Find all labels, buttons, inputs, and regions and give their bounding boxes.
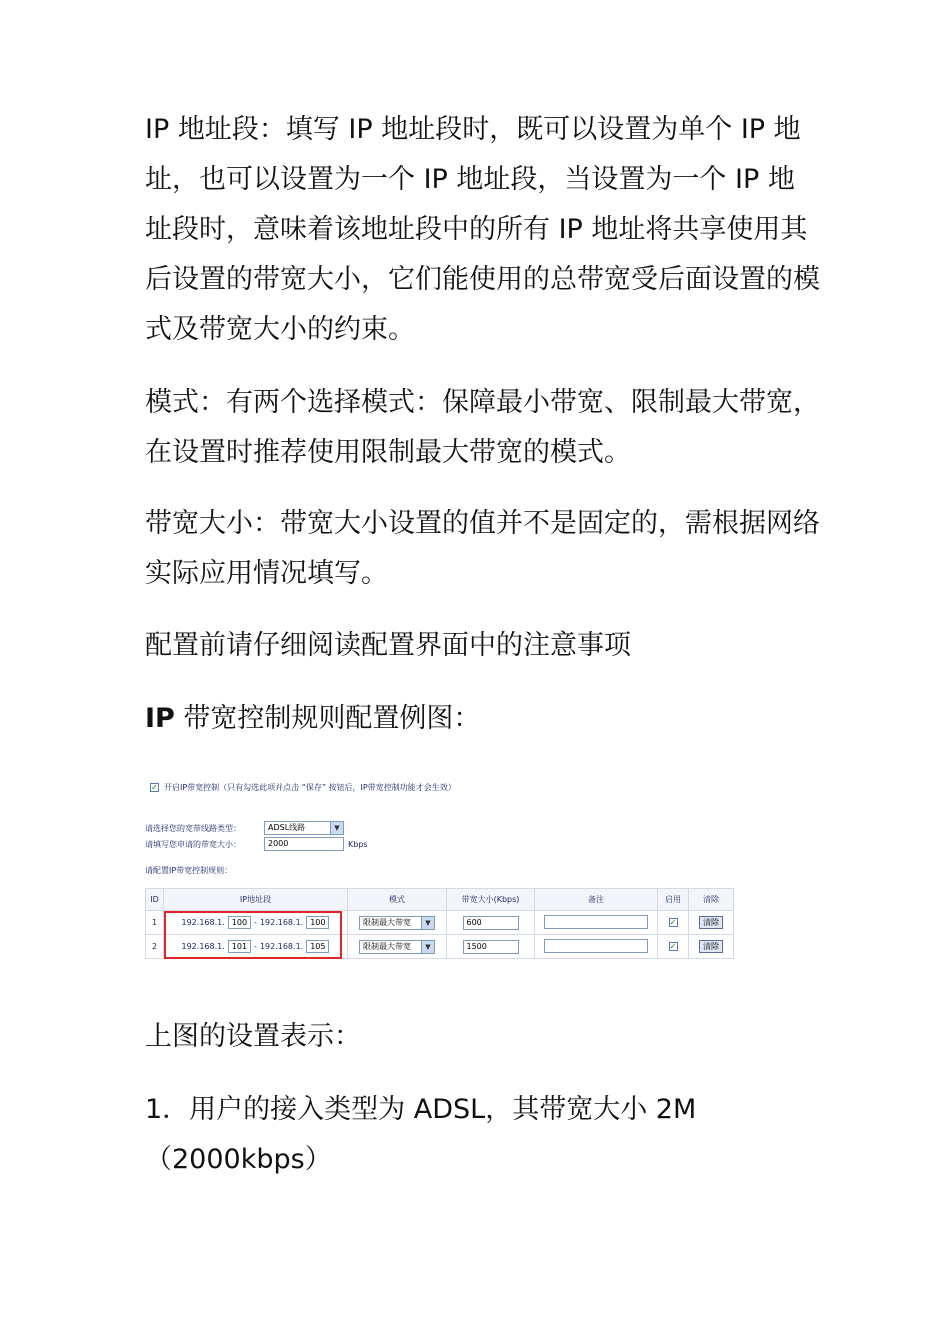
note-input[interactable] [544,915,648,929]
clear-button[interactable]: 清除 [699,916,723,929]
header-note: 备注 [535,889,658,911]
bandwidth-unit: Kbps [348,840,368,849]
enable-row [150,782,456,793]
row-mode [348,911,447,935]
heading-rest: 带宽控制规则配置例图： [174,703,481,734]
mode-select[interactable] [359,916,435,930]
mode-value: 限制最大带宽 [363,941,411,951]
ip-prefix: 192.168.1. [181,942,225,951]
row-size [447,935,535,959]
row-size [447,911,535,935]
row-clear [689,911,734,935]
ip-start-input[interactable]: 100 [228,916,251,929]
chevron-down-icon: ▼ [421,941,434,953]
paragraph-mode: 模式：有两个选择模式：保障最小带宽、限制最大带宽，在设置时推荐使用限制最大带宽的模式。 [145,387,820,468]
line-type-select[interactable] [264,821,344,835]
row-enable [658,935,689,959]
table-header-row [146,889,734,911]
paragraph-bandwidth-size: 带宽大小：带宽大小设置的值并不是固定的，需根据网络实际应用情况填写。 [145,508,820,589]
ip-start-input[interactable]: 101 [228,940,251,953]
ip-dash: - [254,942,257,951]
row-note [535,935,658,959]
row-clear [689,935,734,959]
paragraph-summary-intro: 上图的设置表示： [145,1021,361,1052]
header-clear: 清除 [689,889,734,911]
line-type-value: ADSL线路 [268,823,306,832]
bandwidth-config-screenshot [145,776,733,963]
clear-button[interactable]: 清除 [699,940,723,953]
mode-value: 限制最大带宽 [363,917,411,927]
header-id: ID [146,889,164,911]
enable-checkbox[interactable]: ✓ [151,782,158,792]
ip-prefix: 192.168.1. [259,942,304,951]
row-id: 2 [146,935,164,959]
header-size: 带宽大小(Kbps) [447,889,535,911]
bandwidth-input[interactable]: 2000 [264,837,344,851]
bandwidth-label: 请填写您申请的带宽大小： [145,840,241,849]
row-enable-checkbox[interactable]: ✓ [669,917,677,927]
ip-prefix: 192.168.1. [181,918,225,927]
paragraph-item-1: 1．用户的接入类型为 ADSL，其带宽大小 2M（2000kbps） [145,1094,697,1175]
size-input[interactable]: 1500 [463,940,519,954]
ip-prefix: 192.168.1. [259,918,304,927]
ip-end-input[interactable]: 100 [306,916,329,929]
row-id: 1 [146,911,164,935]
ip-range-highlight [164,911,342,959]
mode-select[interactable] [359,940,435,954]
chevron-down-icon: ▼ [330,822,343,834]
rules-label: 请配置IP带宽控制规则： [145,866,233,875]
header-mode: 模式 [348,889,447,911]
size-input[interactable]: 600 [463,916,519,930]
row-enable-checkbox[interactable]: ✓ [669,941,677,951]
ip-end-input[interactable]: 105 [306,940,329,953]
chevron-down-icon: ▼ [421,917,434,929]
note-input[interactable] [544,939,648,953]
ip-dash: - [254,918,257,927]
paragraph-example-heading [145,694,820,744]
paragraph-notice: 配置前请仔细阅读配置界面中的注意事项 [145,630,631,661]
row-enable [658,911,689,935]
paragraph-ip-range: IP 地址段：填写 IP 地址段时，既可以设置为单个 IP 地址，也可以设置为一个 IP 地址段，当设置为一个 IP 地址段时，意味着该地址段中的所有 IP 地址将共享使用其后设置的带宽大小，它们能使用的总带宽受后面设置的模式及带宽大小的约束。 [145,114,820,345]
line-type-label: 请选择您的宽带线路类型： [145,824,241,833]
enable-label: 开启IP带宽控制（只有勾选此项并点击 “保存” 按钮后，IP带宽控制功能才会生效） [164,783,456,792]
row-note [535,911,658,935]
row-mode [348,935,447,959]
header-enable: 启用 [658,889,689,911]
heading-lead: IP [145,703,175,734]
header-ip: IP地址段 [164,889,348,911]
